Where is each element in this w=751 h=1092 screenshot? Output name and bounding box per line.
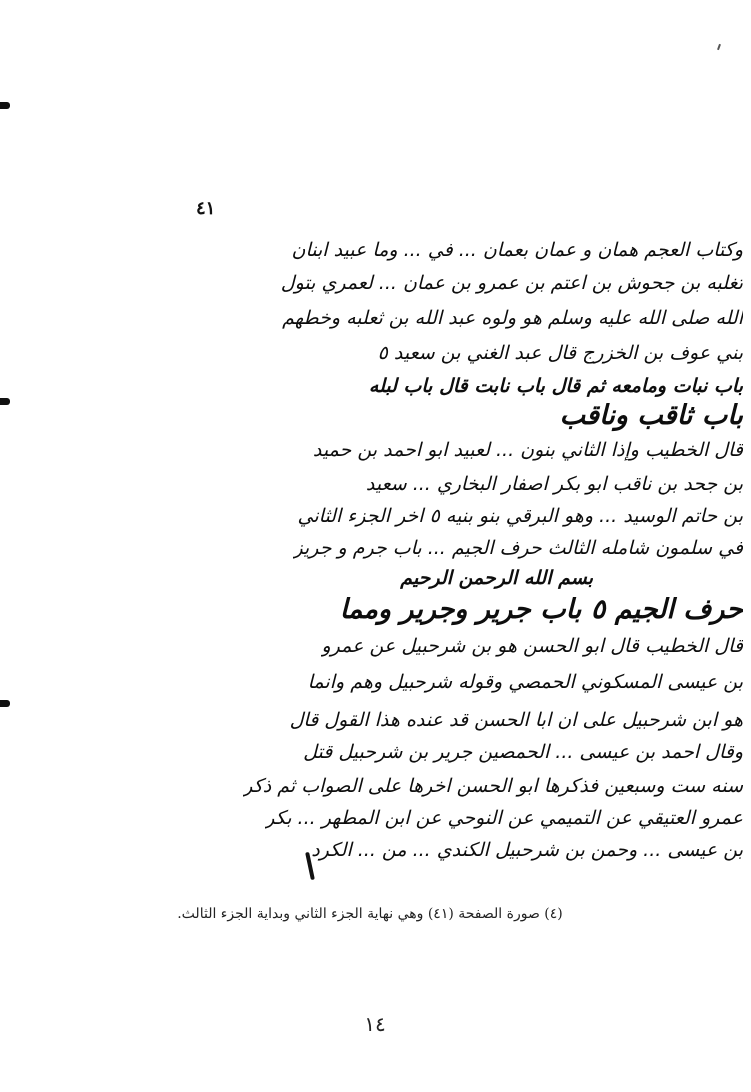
- basmala-line: بسم الله الرحمن الرحيم: [400, 567, 593, 589]
- manuscript-line: في سلمون شامله الثالث حرف الجيم ... باب جرم و جريز: [293, 537, 743, 559]
- section-heading: باب ثاقب وناقب: [559, 400, 743, 431]
- manuscript-line: بني عوف بن الخزرج قال عبد الغني بن سعيد ٥: [377, 342, 743, 364]
- manuscript-line: بن حاتم الوسيد ... وهو البرقي بنو بنيه ٥ اخر الجزء الثاني: [297, 505, 743, 527]
- manuscript-text: [195, 236, 743, 886]
- manuscript-line: قال الخطيب قال ابو الحسن هو بن شرحبيل عن عمرو: [321, 635, 743, 657]
- page-number: ١٤: [364, 1012, 386, 1036]
- figure-caption: (٤) صورة الصفحة (٤١) وهي نهاية الجزء الثاني وبداية الجزء الثالث.: [177, 906, 563, 922]
- manuscript-line: تغلبه بن جحوش بن اعتم بن عمرو بن عمان ... لعمري بتول: [280, 272, 743, 294]
- scan-speck: [717, 44, 721, 50]
- manuscript-line: باب نبات ومامعه ثم قال باب نابت قال باب لبله: [368, 375, 743, 397]
- manuscript-line: هو ابن شرحبيل على ان ابا الحسن قد عنده هذا القول قال: [289, 709, 743, 731]
- binding-mark: [0, 102, 10, 109]
- section-heading: حرف الجيم ٥ باب جرير وجرير ومما: [339, 594, 743, 625]
- manuscript-line: الله صلى الله عليه وسلم هو ولوه عبد الله بن ثعلبه وخطهم: [282, 307, 743, 329]
- manuscript-line: وقال احمد بن عيسى ... الحمصين جرير بن شرحبيل قتل: [303, 741, 743, 763]
- manuscript-line: بن عيسى ... وحمن بن شرحبيل الكندي ... من ... الكرد: [311, 839, 743, 861]
- manuscript-line: سنه ست وسبعين فذكرها ابو الحسن اخرها على الصواب ثم ذكر: [243, 775, 743, 797]
- folio-number: ٤١: [196, 198, 216, 219]
- binding-mark: [0, 700, 10, 707]
- manuscript-line: بن عيسى المسكوني الحمصي وقوله شرحبيل وهم وانما: [307, 671, 743, 693]
- binding-mark: [0, 398, 10, 405]
- manuscript-line: بن جحد بن ناقب ابو بكر اصفار البخاري ... سعيد: [365, 473, 743, 495]
- manuscript-line: قال الخطيب وإذا الثاني بنون ... لعبيد ابو احمد بن حميد: [312, 439, 743, 461]
- manuscript-line: وكتاب العجم همان و عمان بعمان ... في ... وما عبيد ابنان: [291, 239, 743, 261]
- manuscript-line: عمرو العتيقي عن التميمي عن النوحي عن ابن المطهر ... بكر: [265, 807, 743, 829]
